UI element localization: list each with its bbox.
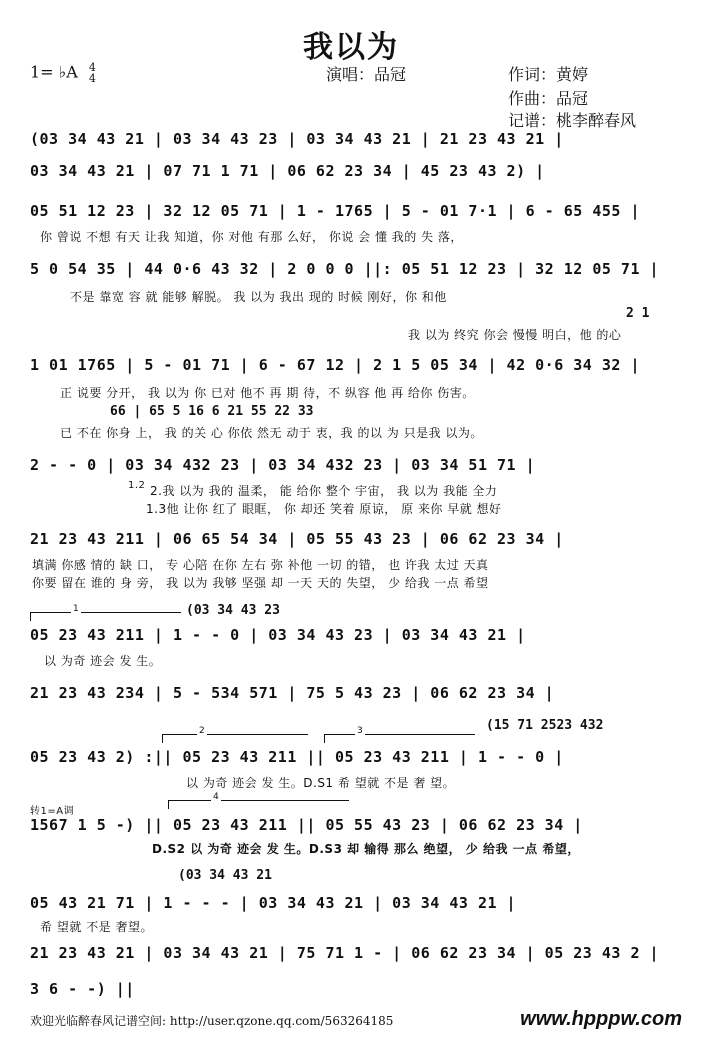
lyric-row-7b: 你要 留在 谁的 身 旁， 我 以为 我够 坚强 却 一天 天的 失望， 少 给我 一点 希望 <box>32 576 489 590</box>
volta-1: 1 <box>30 612 181 621</box>
lyric-row-11: D.S2 以 为奇 迹会 发 生。D.S3 却 输得 那么 绝望， 少 给我 一点 希望， <box>152 842 580 856</box>
notation-row-12: 05 43 21 71 | 1 - - - | 03 34 43 21 | 03 34 43 21 | <box>30 894 517 912</box>
transcriber-credit: 记谱：桃李醉春风 <box>508 111 637 130</box>
notation-row-4: 5 0 54 35 | 44 0·6 43 32 | 2 0 0 0 ||: 05 51 12 23 | 32 12 05 71 | <box>30 260 660 278</box>
singer-credit: 演唱：品冠 <box>326 65 407 84</box>
alt-notes-row-10: (15 71 2523 432 <box>486 718 604 733</box>
lyric-row-5b: 已 不在 你身 上， 我 的关 心 你依 然无 动于 衷，我 的以 为 只是我 以为。 <box>60 426 483 440</box>
lyric-row-7a: 填满 你感 情的 缺 口， 专 心陪 在你 左右 弥 补他 一切 的错， 也 许我 太过 天真 <box>32 558 489 572</box>
modulation-note: 转1=A调 <box>30 806 75 817</box>
notation-row-9: 21 23 43 234 | 5 - 534 571 | 75 5 43 23 | 06 62 23 34 | <box>30 684 555 702</box>
volta-2: 2 <box>162 734 308 743</box>
notation-row-10: 05 23 43 2) :|| 05 23 43 211 || 05 23 43 211 | 1 - - 0 | <box>30 748 564 766</box>
volta-4: 4 <box>168 800 349 809</box>
time-signature: 4 4 <box>88 61 96 85</box>
lyric-row-4b: 我 以为 终究 你会 慢慢 明白，他 的心 <box>408 328 622 342</box>
notation-row-3: 05 51 12 23 | 32 12 05 71 | 1 - 1765 | 5 - 01 7·1 | 6 - 65 455 | <box>30 202 640 220</box>
notation-row-2: 03 34 43 21 | 07 71 1 71 | 06 62 23 34 | 45 23 43 2) | <box>30 162 545 180</box>
notation-row-7: 21 23 43 211 | 06 65 54 34 | 05 55 43 23 | 06 62 23 34 | <box>30 530 564 548</box>
alt-notes-row-4: 2 1 <box>626 306 650 321</box>
lyric-row-8: 以 为奇 迹会 发 生。 <box>44 654 162 668</box>
intro-pickup: (03 34 43 23 <box>186 603 280 618</box>
notation-row-8: 05 23 43 211 | 1 - - 0 | 03 34 43 23 | 03 34 43 21 | <box>30 626 526 644</box>
segno-1-label: 1.2 <box>128 480 146 491</box>
song-title: 我以为 <box>303 30 399 65</box>
lyric-row-12: 希 望就 不是 奢望。 <box>40 920 153 934</box>
lyric-row-6a: 2.我 以为 我的 温柔， 能 给你 整个 宇宙， 我 以为 我能 全力 <box>150 484 498 498</box>
lyric-row-3: 你 曾说 不想 有天 让我 知道，你 对他 有那 么好， 你说 会 懂 我的 失 落， <box>40 230 463 244</box>
lyric-row-6b: 1.3他 让你 红了 眼眶， 你 却还 笑着 原谅， 原 来你 早就 想好 <box>146 502 502 516</box>
alt-notes-row-5: 66 | 65 5 16 6 21 55 22 33 <box>110 404 314 419</box>
notation-row-11: 1567 1 5 -) || 05 23 43 211 || 05 55 43 23 | 06 62 23 34 | <box>30 816 583 834</box>
volta-3: 3 <box>324 734 475 743</box>
footer-text: 欢迎光临醉春风记谱空间: http://user.qzone.qq.com/563264185 <box>30 1014 394 1028</box>
key-label: 1= ♭A <box>30 62 78 82</box>
alt-notes-row-12: (03 34 43 21 <box>178 868 272 883</box>
lyric-row-4a: 不是 靠宽 容 就 能够 解脱。 我 以为 我出 现的 时候 刚好，你 和他 <box>70 290 447 304</box>
lyric-row-5a: 正 说要 分开， 我 以为 你 已对 他不 再 期 待，不 纵容 他 再 给你 伤害。 <box>60 386 475 400</box>
notation-row-6: 2 - - 0 | 03 34 432 23 | 03 34 432 23 | 03 34 51 71 | <box>30 456 536 474</box>
composer-credit: 作曲：品冠 <box>508 89 589 108</box>
notation-row-5: 1 01 1765 | 5 - 01 71 | 6 - 67 12 | 2 1 5 05 34 | 42 0·6 34 32 | <box>30 356 640 374</box>
site-watermark: www.hpppw.com <box>520 1008 682 1030</box>
notation-row-13: 21 23 43 21 | 03 34 43 21 | 75 71 1 - | 06 62 23 34 | 05 23 43 2 | <box>30 944 660 962</box>
notation-row-14: 3 6 - -) || <box>30 980 135 998</box>
key-signature <box>30 62 96 84</box>
lyric-row-10: 以 为奇 迹会 发 生。D.S1 希 望就 不是 奢 望。 <box>186 776 456 790</box>
notation-row-1: (03 34 43 21 | 03 34 43 23 | 03 34 43 21 | 21 23 43 21 | <box>30 130 564 148</box>
lyricist-credit: 作词：黄婷 <box>508 65 589 84</box>
